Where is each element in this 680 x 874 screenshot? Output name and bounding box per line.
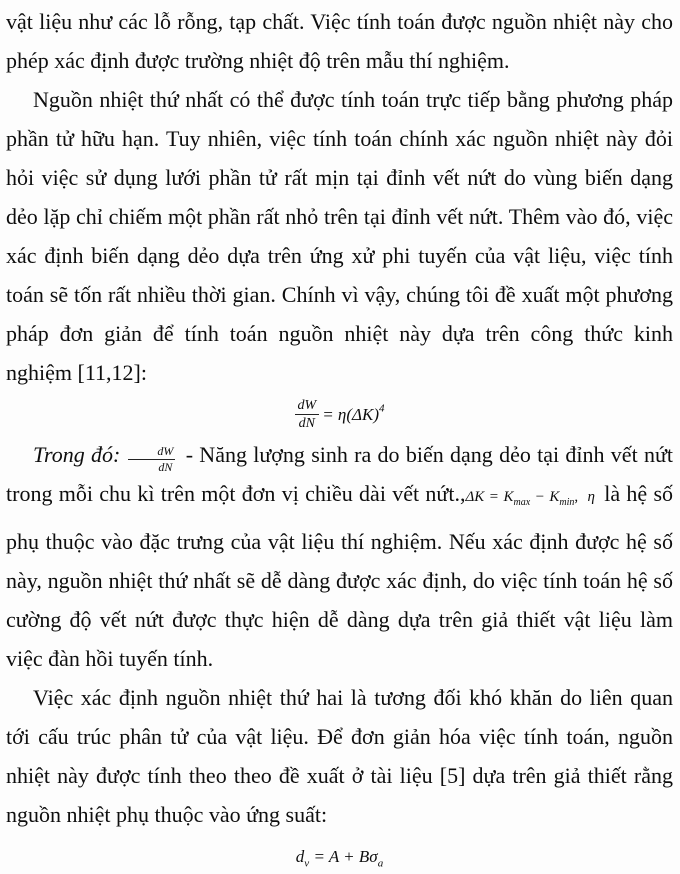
paragraph-continuation: vật liệu như các lỗ rỗng, tạp chất. Việc tính toán được nguồn nhiệt này cho phép xác định được trường nhiệt độ trên mẫu thí nghiệm. (6, 9, 673, 73)
eta-symbol: η (587, 488, 595, 505)
k-min-subscript: min (559, 496, 575, 508)
sigma-symbol: σ (369, 846, 378, 866)
fraction-dw-dn (295, 398, 320, 432)
fraction-denominator: dN (298, 416, 316, 432)
trong-do-label: Trong đó: (33, 441, 121, 467)
paragraph-definitions (6, 435, 673, 678)
paragraph-second-heat-source: Việc xác định nguồn nhiệt thứ hai là tương đối khó khăn do liên quan tới cấu trúc phân tử của vật liệu. Để đơn giản hóa việc tính toán, nguồn nhiệt này được tính theo theo đề xuất ở tài liệu [5] dựa trên giả thiết rằng nguồn nhiệt phụ thuộc vào ứng suất: (6, 684, 673, 827)
equation-heat-source-stress (6, 842, 673, 869)
equation-2-lhs-subscript: v (304, 857, 310, 870)
inline-fraction-numerator: dW (128, 445, 175, 460)
equation-exponent: 4 (378, 402, 385, 415)
equation-2-mid: = A + B (309, 846, 370, 866)
equation-energy-per-cycle (6, 398, 673, 432)
equation-2-lhs: d (295, 846, 305, 866)
paragraph-first-heat-source: Nguồn nhiệt thứ nhất có thể được tính toán trực tiếp bằng phương pháp phần tử hữu hạn. Tuy nhiên, việc tính toán chính xác nguồn nhiệt này đỏi hỏi việc sử dụng lưới phần tử rất mịn tại đỉnh vết nứt do vùng biến dạng dẻo lặp chỉ chiếm một phần rất nhỏ trên tại đỉnh vết nứt. Thêm vào đó, việc xác định biến dạng dẻo dựa trên ứng xử phi tuyến của vật liệu, việc tính toán sẽ tốn rất nhiều thời gian. Chính vì vậy, chúng tôi đề xuất một phương pháp đơn giản để tính toán nguồn nhiệt này dựa trên công thức kinh nghiệm [11,12]: (6, 87, 673, 385)
sigma-subscript: a (377, 857, 384, 870)
inline-fraction-denominator: dN (158, 459, 173, 474)
delta-k-expression (465, 488, 575, 508)
equation-rhs: = η(ΔK) (322, 404, 379, 424)
definition-text-2: là hệ số phụ thuộc vào đặc trưng của vật liệu thí nghiệm. Nếu xác định được hệ số này, nguồn nhiệt thứ nhất sẽ dễ dàng được xác định, do việc tính toán hệ số cường độ vết nứt được thực hiện dễ dàng dựa trên giả thiết vật liệu làm việc đàn hồi tuyến tính. (6, 480, 674, 671)
definition-text-1: - Năng lượng sinh ra do biến dạng dẻo tại đỉnh vết nứt trong mỗi chu kì trên một đơn vị chiều dài vết nứt., (6, 441, 674, 506)
fraction-numerator: dW (295, 398, 320, 415)
inline-fraction-dw-dn (128, 445, 175, 473)
delta-k-minus: − K (530, 488, 560, 505)
equation-2-expression (295, 846, 384, 870)
math-comma: , (574, 488, 579, 505)
delta-k-lhs: ΔK = K (465, 488, 514, 505)
k-max-subscript: max (513, 496, 531, 508)
